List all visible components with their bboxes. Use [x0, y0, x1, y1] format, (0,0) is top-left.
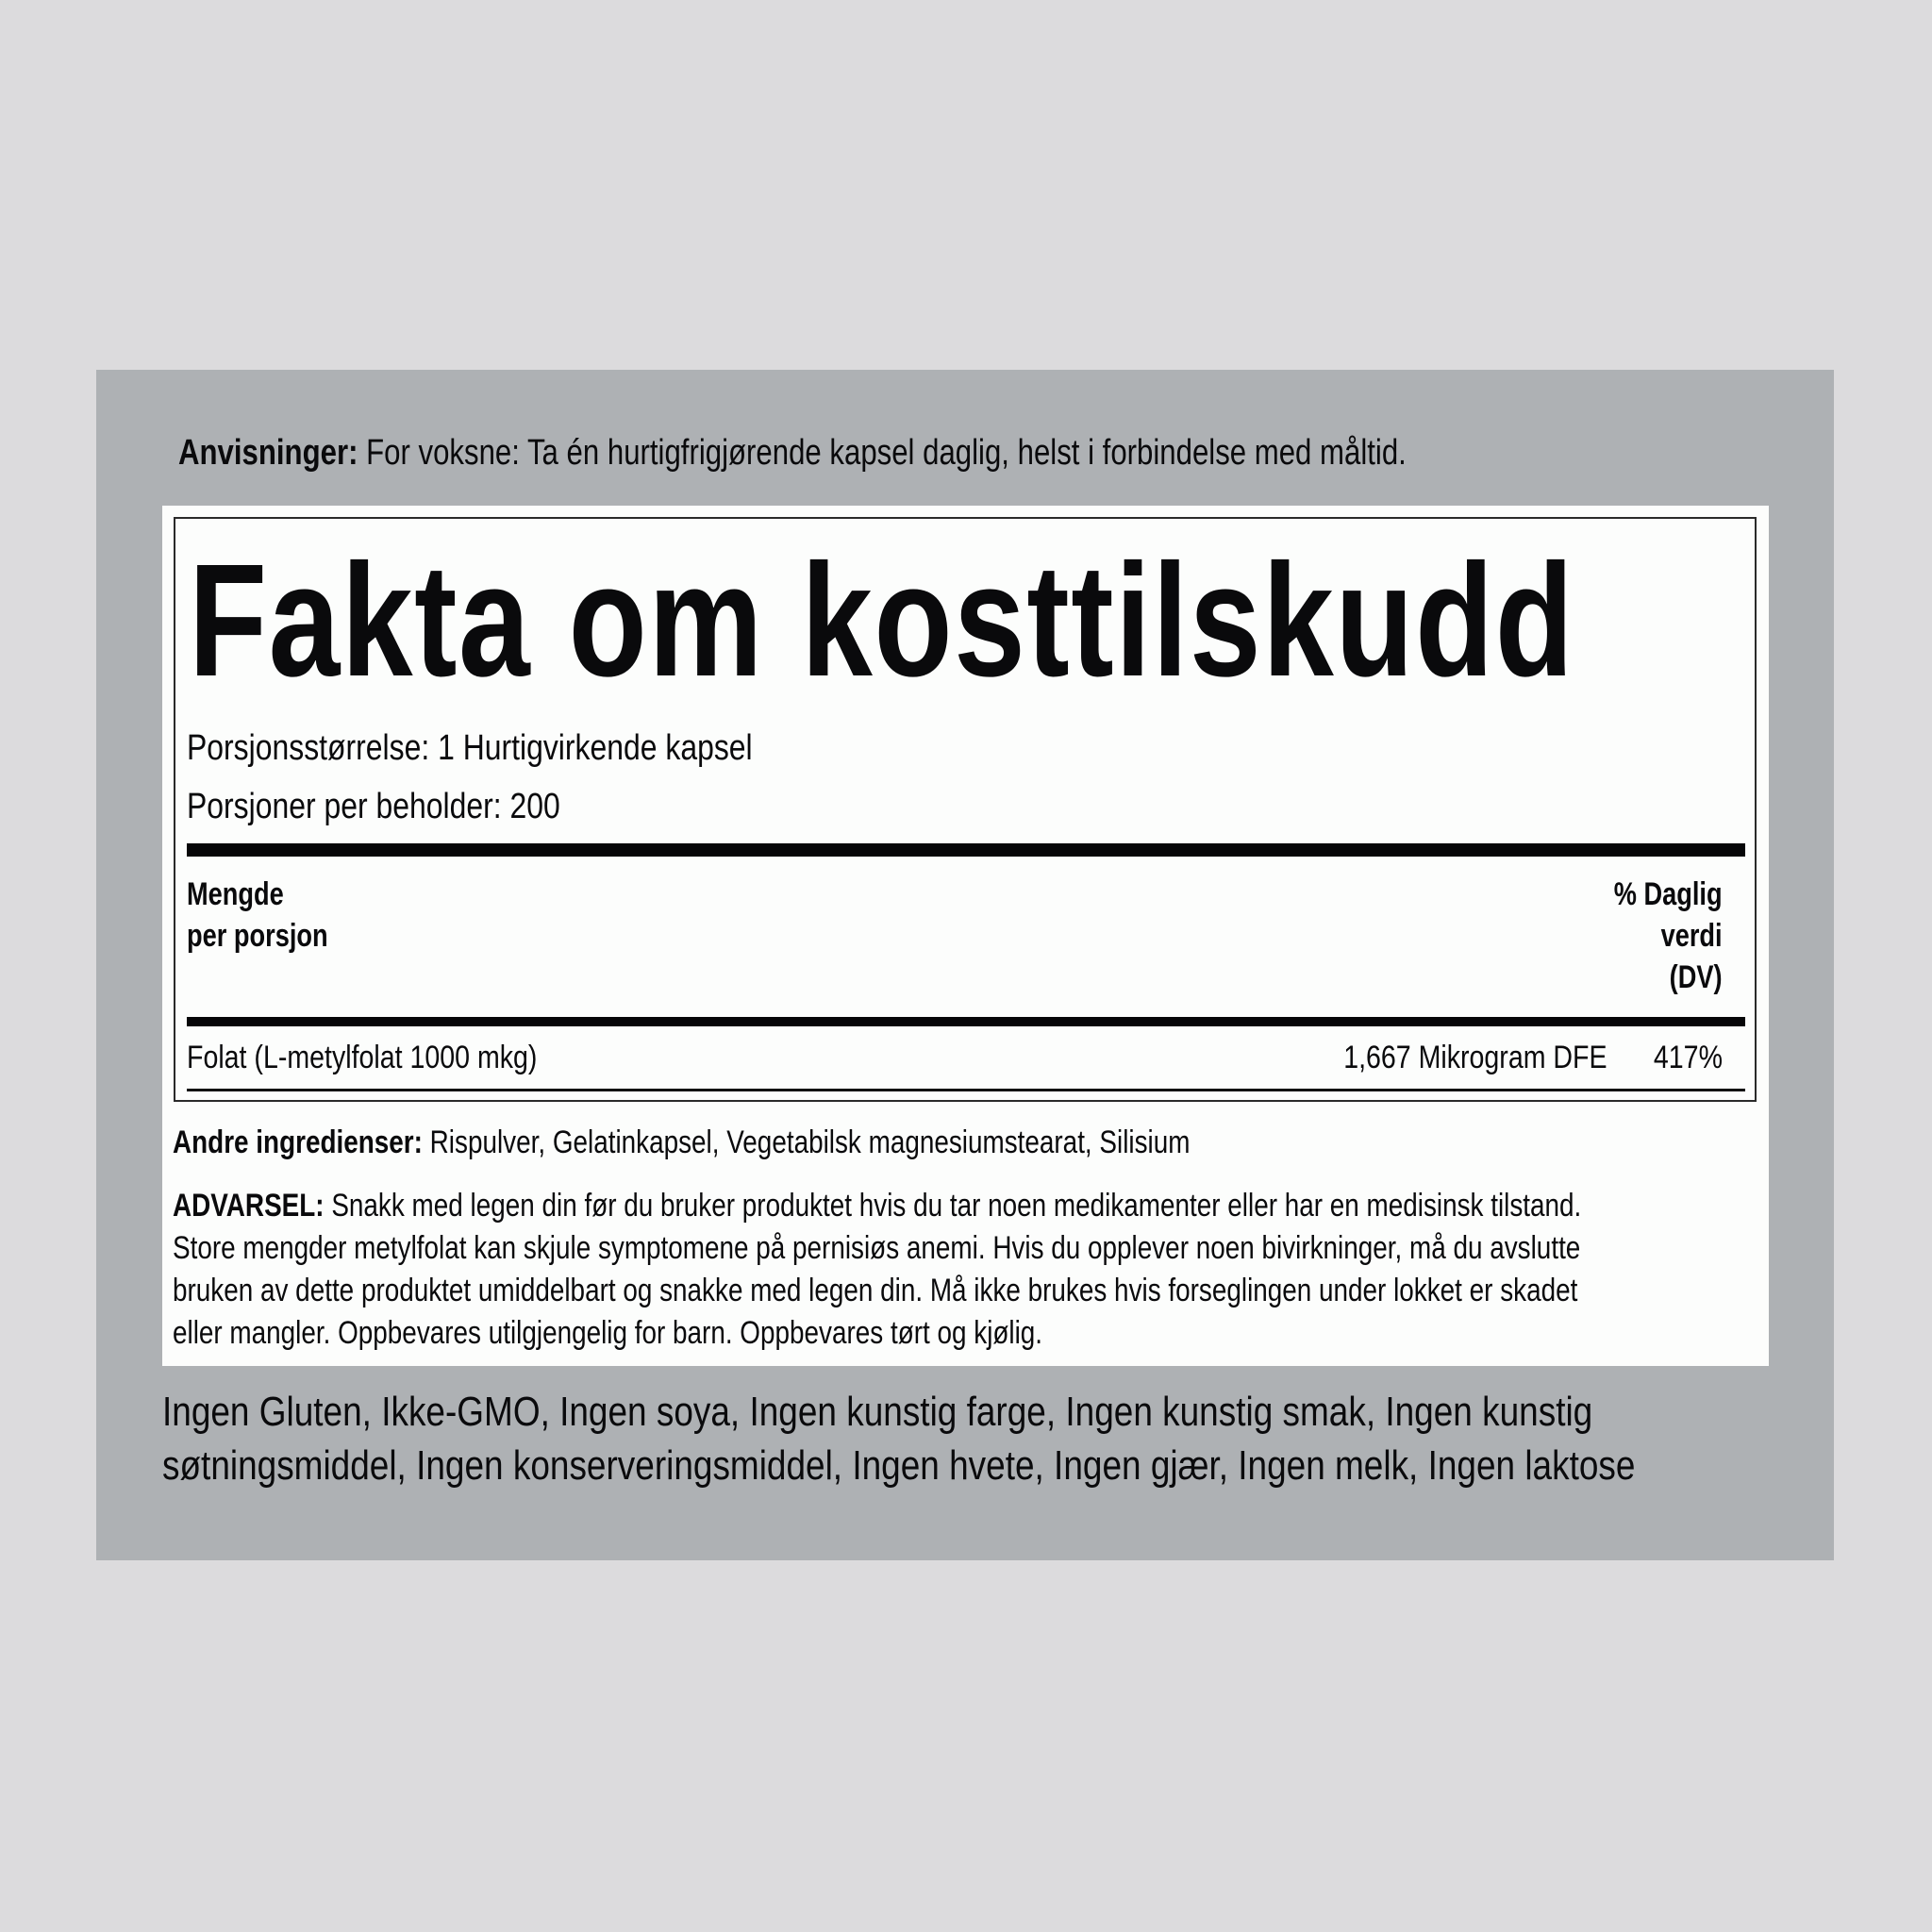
- nutrient-daily-value: 417%: [1653, 1040, 1723, 1075]
- divider-medium: [187, 1017, 1745, 1026]
- facts-title: Fakta om kosttilskudd: [189, 531, 1575, 710]
- directions: [178, 429, 1407, 476]
- directions-heading: Anvisninger:: [178, 433, 358, 473]
- divider-thin: [187, 1089, 1745, 1091]
- warning-heading: ADVARSEL:: [173, 1188, 325, 1224]
- nutrient-row: [187, 1034, 1723, 1081]
- directions-text: For voksne: Ta én hurtigfrigjørende kapsel daglig, helst i forbindelse med måltid.: [358, 433, 1407, 473]
- other-ingredients: [173, 1121, 1190, 1164]
- header-left-line: Mengde: [187, 876, 284, 912]
- nutrient-amount: 1,667 Mikrogram DFE: [1343, 1040, 1607, 1075]
- header-right-line: verdi: [1660, 918, 1723, 954]
- warning-line: eller mangler. Oppbevares utilgjengelig for barn. Oppbevares tørt og kjølig.: [173, 1315, 1043, 1351]
- header-right-line: % Daglig: [1614, 876, 1723, 912]
- amount-per-serving-header: [187, 874, 328, 957]
- warning: [173, 1185, 1790, 1355]
- other-ingredients-heading: Andre ingredienser:: [173, 1124, 423, 1160]
- servings-per-container: Porsjoner per beholder: 200: [187, 787, 560, 826]
- header-left-line: per porsjon: [187, 918, 328, 954]
- nutrient-name: Folat (L-metylfolat 1000 mkg): [187, 1040, 538, 1075]
- warning-line: bruken av dette produktet umiddelbart og snakke med legen din. Må ikke brukes hvis forseglingen under lokket er skadet: [173, 1273, 1578, 1308]
- free-from-line: søtningsmiddel, Ingen konserveringsmiddel, Ingen hvete, Ingen gjær, Ingen melk, Ingen laktose: [162, 1442, 1636, 1489]
- supplement-facts-box: [174, 517, 1757, 1102]
- warning-text: Snakk med legen din før du bruker produktet hvis du tar noen medikamenter eller har en medisinsk tilstand.: [324, 1188, 1582, 1224]
- warning-line: Store mengder metylfolat kan skjule symptomene på pernisiøs anemi. Hvis du opplever noen bivirkninger, må du avslutte: [173, 1230, 1581, 1266]
- daily-value-header: [1614, 874, 1723, 998]
- header-right-line: (DV): [1670, 959, 1723, 995]
- serving-size: Porsjonsstørrelse: 1 Hurtigvirkende kapsel: [187, 728, 753, 768]
- free-from-claims: [162, 1385, 1635, 1492]
- warning-line: [173, 1185, 1790, 1227]
- divider-thick: [187, 843, 1745, 857]
- free-from-line: Ingen Gluten, Ikke-GMO, Ingen soya, Ingen kunstig farge, Ingen kunstig smak, Ingen kunstig: [162, 1389, 1593, 1435]
- other-ingredients-text: Rispulver, Gelatinkapsel, Vegetabilsk magnesiumstearat, Silisium: [422, 1124, 1191, 1160]
